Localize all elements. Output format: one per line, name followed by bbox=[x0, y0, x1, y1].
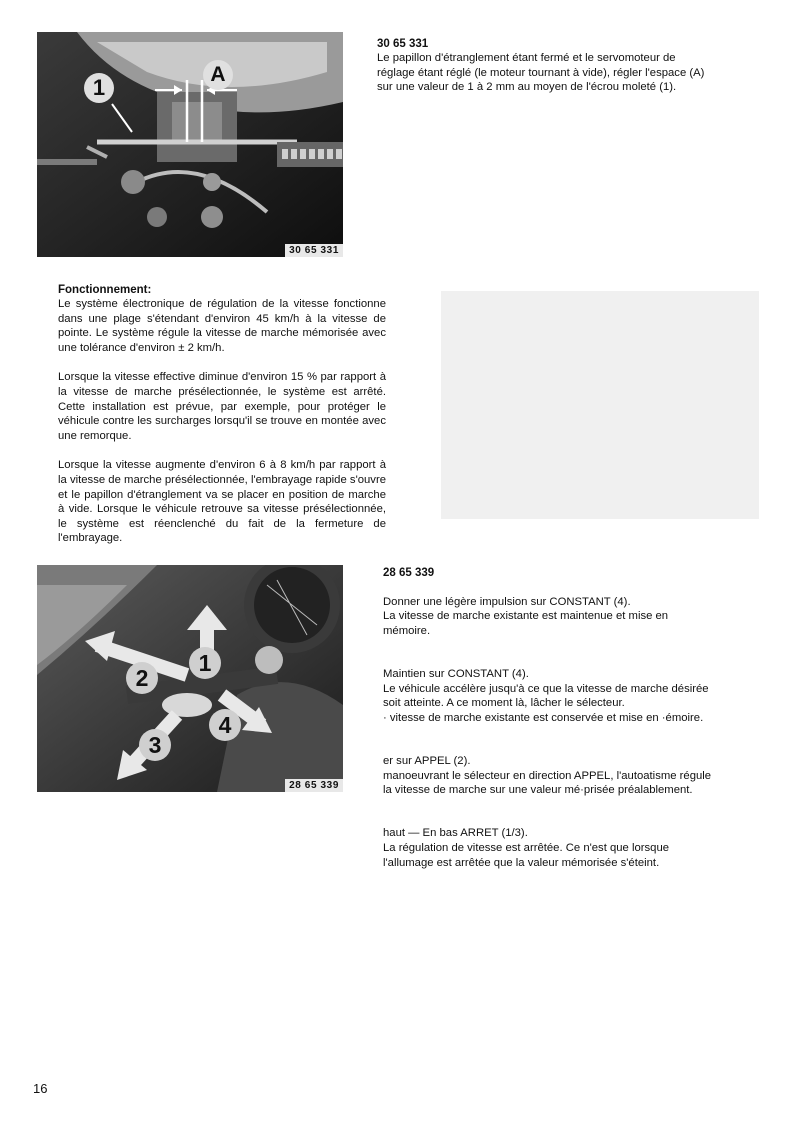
callout-1: 1 bbox=[84, 73, 114, 103]
fonctionnement-paragraph: Lorsque la vitesse augmente d'environ 6 à 8 km/h par rapport à la vitesse de marche présélectionnée, l'embrayage rapide s'ouvre et le papillon d'étranglement va se placer en position de marche à vide. Lorsque le véhicule retrouve sa vitesse présélectionnée, le système est réenclenché du fait de la fermeture de l'embrayage. bbox=[58, 459, 386, 545]
section2-steps bbox=[383, 580, 713, 899]
callout-lever-4: 4 bbox=[209, 709, 241, 741]
section1-text: Le papillon d'étranglement étant fermé et le servomoteur de réglage étant réglé (le moteur tournant à vide), régler l'espace (A) sur une valeur de 1 à 2 mm au moyen de l'écrou moleté (1). bbox=[377, 52, 705, 94]
throttle-photo-illustration bbox=[37, 32, 343, 257]
fonctionnement-body bbox=[58, 297, 386, 561]
page-number: 16 bbox=[33, 1081, 48, 1096]
step-impulse-constant: Donner une légère impulsion sur CONSTANT (4). La vitesse de marche existante est maintenue et mise en mémoire. bbox=[383, 595, 669, 637]
figure2-caption: 28 65 339 bbox=[285, 779, 343, 792]
section2-ref: 28 65 339 bbox=[383, 567, 435, 579]
callout-lever-3: 3 bbox=[139, 729, 171, 761]
blank-gray-panel bbox=[441, 291, 759, 519]
step-arret: haut — En bas ARRET (1/3). La régulation de vitesse est arrêtée. Ce n'est que lorsque l'allumage est arrêtée que la valeur mémorisée s'éteint. bbox=[383, 827, 670, 869]
blank-white-patch bbox=[345, 708, 383, 823]
figure1-caption: 30 65 331 bbox=[285, 244, 343, 257]
callout-lever-2: 2 bbox=[126, 662, 158, 694]
callout-lever-1: 1 bbox=[189, 647, 221, 679]
step-hold-constant: Maintien sur CONSTANT (4). Le véhicule accélère jusqu'à ce que la vitesse de marche désirée soit atteinte. A ce moment là, lâcher le sélecteur. · vitesse de marche existante est conservée et mise en ·émoire. bbox=[383, 667, 709, 724]
callout-a: A bbox=[203, 60, 233, 90]
figure-lever-photo bbox=[37, 565, 343, 792]
fonctionnement-heading: Fonctionnement: bbox=[58, 284, 152, 296]
fonctionnement-paragraph: Le système électronique de régulation de la vitesse fonctionne dans une plage s'étendant d'environ 45 km/h à la vitesse de pointe. Le système régule la vitesse de marche mémorisée avec une tolérance d'environ ± 2 km/h. bbox=[58, 298, 386, 354]
section1-ref: 30 65 331 bbox=[377, 38, 429, 50]
figure-throttle-photo bbox=[37, 32, 343, 257]
step-appel: er sur APPEL (2). manoeuvrant le sélecteur en direction APPEL, l'autoatisme régule la vitesse de marche sur une valeur mé·prisée préalablement. bbox=[383, 754, 712, 797]
lever-photo-illustration bbox=[37, 565, 343, 792]
fonctionnement-paragraph: Lorsque la vitesse effective diminue d'environ 15 % par rapport à la vitesse de marche présélectionnée, le système est arrêté. Cette installation est prévue, par exemple, pour protéger le véhicule contre les surcharges lorsqu'il se trouve en montée avec une remorque. bbox=[58, 371, 386, 442]
